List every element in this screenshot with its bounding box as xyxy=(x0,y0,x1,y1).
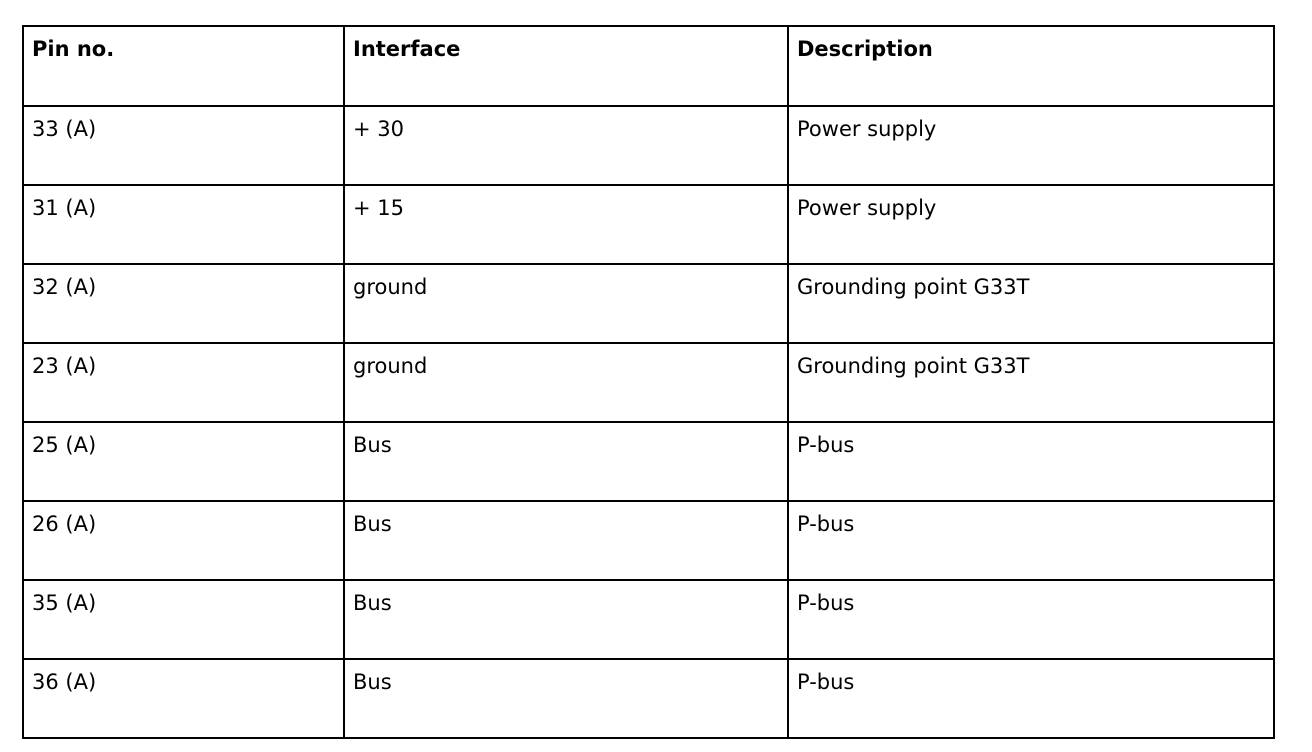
table-row xyxy=(23,422,1274,501)
header-interface: Interface xyxy=(344,26,788,106)
table-row xyxy=(23,343,1274,422)
cell-pin-no: 23 (A) xyxy=(23,343,344,422)
cell-pin-no: 26 (A) xyxy=(23,501,344,580)
cell-description: P-bus xyxy=(788,501,1274,580)
cell-description: Power supply xyxy=(788,106,1274,185)
cell-pin-no: 33 (A) xyxy=(23,106,344,185)
cell-pin-no: 36 (A) xyxy=(23,659,344,738)
cell-interface: Bus xyxy=(344,580,788,659)
cell-interface: Bus xyxy=(344,501,788,580)
cell-pin-no: 32 (A) xyxy=(23,264,344,343)
cell-pin-no: 31 (A) xyxy=(23,185,344,264)
table-row xyxy=(23,659,1274,738)
cell-interface: ground xyxy=(344,343,788,422)
cell-interface: + 15 xyxy=(344,185,788,264)
cell-description: P-bus xyxy=(788,659,1274,738)
cell-pin-no: 35 (A) xyxy=(23,580,344,659)
cell-interface: Bus xyxy=(344,659,788,738)
table-row xyxy=(23,106,1274,185)
cell-description: Power supply xyxy=(788,185,1274,264)
table-row xyxy=(23,264,1274,343)
header-description: Description xyxy=(788,26,1274,106)
cell-description: Grounding point G33T xyxy=(788,343,1274,422)
cell-description: P-bus xyxy=(788,422,1274,501)
table-row xyxy=(23,501,1274,580)
cell-description: P-bus xyxy=(788,580,1274,659)
cell-description: Grounding point G33T xyxy=(788,264,1274,343)
cell-interface: ground xyxy=(344,264,788,343)
cell-interface: + 30 xyxy=(344,106,788,185)
cell-pin-no: 25 (A) xyxy=(23,422,344,501)
table-header-row xyxy=(23,26,1274,106)
pin-assignment-table xyxy=(22,25,1275,739)
table-row xyxy=(23,580,1274,659)
header-pin-no: Pin no. xyxy=(23,26,344,106)
table-row xyxy=(23,185,1274,264)
cell-interface: Bus xyxy=(344,422,788,501)
